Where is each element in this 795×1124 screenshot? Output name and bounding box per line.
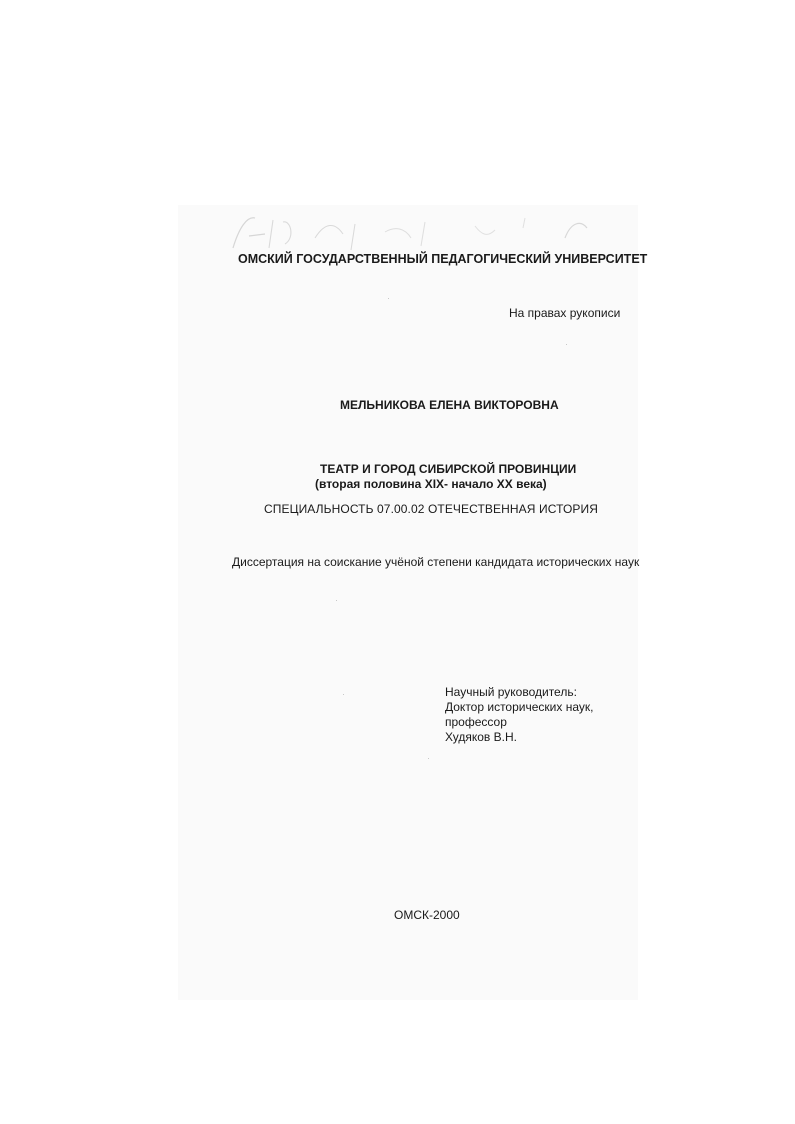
degree-statement: Диссертация на соискание учёной степени кандидата исторических наук [232,555,640,569]
supervisor-degree: Доктор исторических наук, [445,700,594,714]
university-name: ОМСКИЙ ГОСУДАРСТВЕННЫЙ ПЕДАГОГИЧЕСКИЙ УНИВЕРСИТЕТ [238,252,648,266]
faded-stamp-marks [225,208,595,256]
author-name: МЕЛЬНИКОВА ЕЛЕНА ВИКТОРОВНА [340,398,559,412]
supervisor-label: Научный руководитель: [445,685,577,699]
manuscript-rights-note: На правах рукописи [509,306,621,320]
scan-speck [388,298,389,299]
supervisor-rank: профессор [445,715,507,729]
dissertation-subtitle: (вторая половина XIX- начало XX века) [315,477,547,491]
dissertation-title: ТЕАТР И ГОРОД СИБИРСКОЙ ПРОВИНЦИИ [320,462,577,476]
scanned-page-area [178,205,638,1000]
supervisor-name: Худяков В.Н. [445,730,517,744]
scan-speck [343,694,344,695]
scan-speck [336,600,337,601]
scan-speck [566,344,567,345]
city-year: ОМСК-2000 [394,908,460,922]
specialty-line: СПЕЦИАЛЬНОСТЬ 07.00.02 ОТЕЧЕСТВЕННАЯ ИСТОРИЯ [264,502,598,516]
scan-speck [428,758,429,759]
supervisor-block [445,685,593,745]
